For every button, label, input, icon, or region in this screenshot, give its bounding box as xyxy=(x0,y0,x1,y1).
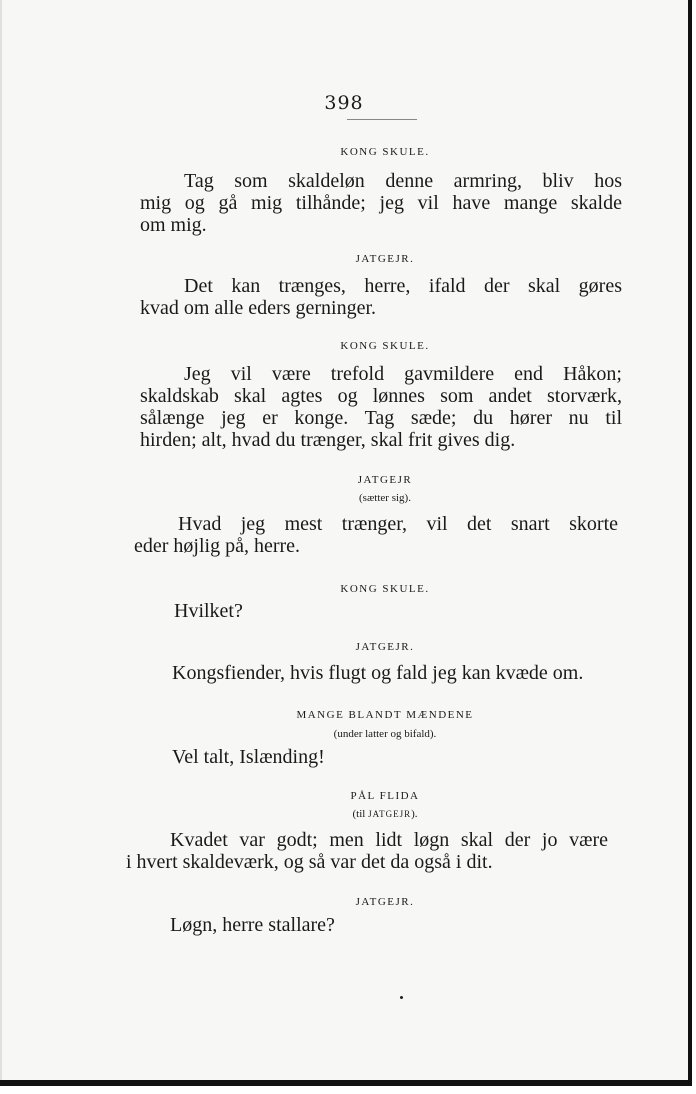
page-number: 398 xyxy=(324,92,364,114)
direction-suffix: ). xyxy=(411,808,418,820)
speech-text xyxy=(140,275,622,319)
page-edge xyxy=(0,0,2,1080)
speech-text: Kongsfiender, hvis flugt og fald jeg kan kvæde om. xyxy=(172,662,584,684)
stage-direction: (sætter sig). xyxy=(359,492,411,504)
speech-text: Hvilket? xyxy=(174,600,243,622)
speech-line: eder højlig på, herre. xyxy=(134,535,301,557)
speaker-name: MANGE BLANDT MÆNDENE xyxy=(296,709,474,721)
speaker-name: KONG SKULE. xyxy=(340,146,430,158)
speaker-name: PÅL FLIDA xyxy=(350,790,420,802)
direction-prefix: (til xyxy=(352,808,369,820)
speech-line: hirden; alt, hvad du trænger, skal frit gives dig. xyxy=(140,429,516,451)
speech-text xyxy=(140,170,622,236)
speech-text xyxy=(126,829,608,873)
speech-line: om mig. xyxy=(140,214,207,236)
stage-direction xyxy=(0,808,696,820)
speaker-name: JATGEJR. xyxy=(355,253,415,265)
speech-line: i hvert skaldeværk, og så var det da også i dit. xyxy=(126,851,493,873)
speech-text xyxy=(140,363,622,451)
speech-text: Løgn, herre stallare? xyxy=(170,914,335,936)
speech-line: mig og gå mig tilhånde; jeg vil have mange skalde xyxy=(140,192,622,214)
speech-line: Tag som skaldeløn denne armring, bliv hos xyxy=(184,170,622,192)
speech-line: Hvad jeg mest trænger, vil det snart skorte xyxy=(178,513,618,535)
page-number-rule xyxy=(347,119,417,120)
speaker-name: JATGEJR xyxy=(357,474,413,486)
speech-line: sålænge jeg er konge. Tag sæde; du hører nu til xyxy=(140,407,622,429)
speech-text xyxy=(134,513,618,557)
speaker-name: KONG SKULE. xyxy=(340,583,430,595)
speaker-name: KONG SKULE. xyxy=(340,340,430,352)
ink-speck xyxy=(400,996,403,999)
speech-text: Vel talt, Islænding! xyxy=(172,746,325,768)
speech-line: Det kan trænges, herre, ifald der skal gøres xyxy=(184,275,622,297)
direction-name: JATGEJR xyxy=(368,809,412,819)
speech-line: Kvadet var godt; men lidt løgn skal der jo være xyxy=(170,829,608,851)
speech-line: skaldskab skal agtes og lønnes som andet storværk, xyxy=(140,385,622,407)
speaker-name: JATGEJR. xyxy=(355,896,415,908)
speaker-name: JATGEJR. xyxy=(355,641,415,653)
stage-direction: (under latter og bifald). xyxy=(333,728,437,740)
speech-line: Jeg vil være trefold gavmildere end Håkon; xyxy=(184,363,622,385)
speech-line: kvad om alle eders gerninger. xyxy=(140,297,377,319)
